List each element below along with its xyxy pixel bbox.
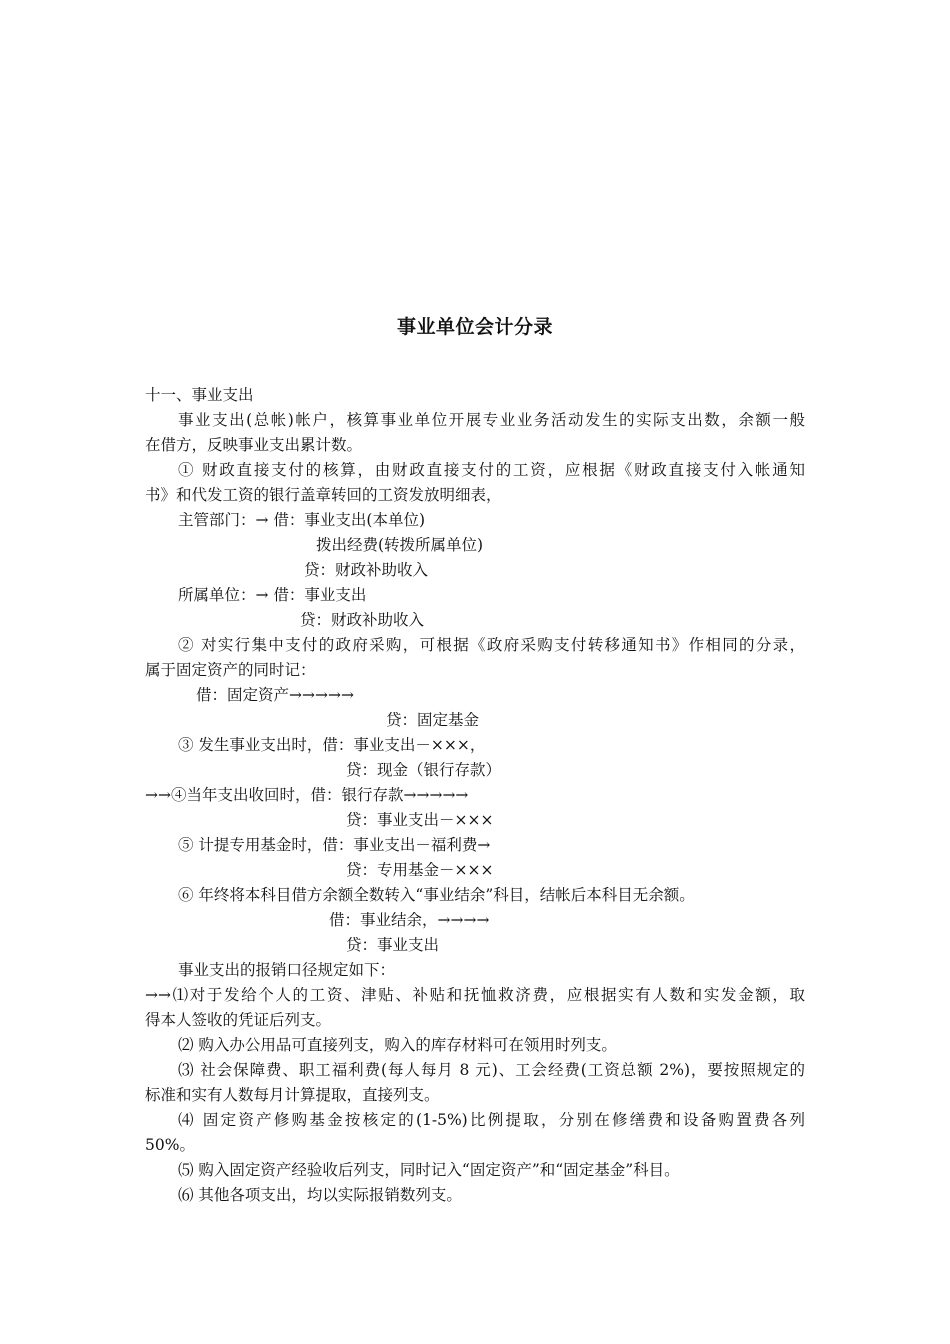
entry-line: 借：固定资产→→→→→: [196, 686, 354, 704]
paragraph-line: ⑥ 年终将本科目借方余额全数转入“事业结余”科目，结帐后本科目无余额。: [178, 886, 695, 904]
paragraph-line: ⑶ 社会保障费、职工福利费(每人每月 8 元)、工会经费(工资总额 2%)，要按照规定的: [178, 1061, 805, 1079]
paragraph-line: ⑸ 购入固定资产经验收后列支，同时记入“固定资产”和“固定基金”科目。: [178, 1161, 680, 1179]
paragraph-line: 事业支出的报销口径规定如下：: [178, 961, 396, 979]
paragraph-line: 50%。: [145, 1136, 195, 1154]
entry-line: 主管部门：→ 借：事业支出(本单位): [178, 511, 426, 529]
entry-line: 贷：财政补助收入: [304, 561, 429, 579]
entry-line: 贷：固定基金: [386, 711, 480, 729]
paragraph-line: 事业支出(总帐)帐户，核算事业单位开展专业业务活动发生的实际支出数，余额一般: [178, 411, 805, 429]
entry-line: ⑤ 计提专用基金时，借：事业支出－福利费→: [178, 836, 491, 854]
paragraph-line: 书》和代发工资的银行盖章转回的工资发放明细表，: [145, 486, 502, 504]
paragraph-line: 得本人签收的凭证后列支。: [145, 1011, 332, 1029]
entry-line: 拨出经费(转拨所属单位): [316, 536, 484, 554]
entry-line: 贷：事业支出: [346, 936, 440, 954]
entry-line: ③ 发生事业支出时，借：事业支出－×××，: [178, 736, 486, 754]
entry-line: 贷：事业支出－×××: [346, 811, 494, 829]
paragraph-line: 属于固定资产的同时记：: [145, 661, 316, 679]
entry-line: 贷：财政补助收入: [300, 611, 425, 629]
paragraph-line: ② 对实行集中支付的政府采购，可根据《政府采购支付转移通知书》作相同的分录，: [178, 636, 805, 654]
entry-line: 贷：现金（银行存款）: [346, 761, 502, 779]
paragraph-line: →→⑴对于发给个人的工资、津贴、补贴和抚恤救济费，应根据实有人数和实发金额，取: [145, 986, 805, 1004]
entry-line: 贷：专用基金－×××: [346, 861, 494, 879]
section-heading: 十一、事业支出: [145, 386, 254, 404]
entry-line: 借：事业结余，→→→→: [329, 911, 490, 929]
entry-line: →→④当年支出收回时，借：银行存款→→→→→: [145, 786, 469, 804]
entry-line: 所属单位：→ 借：事业支出: [178, 586, 367, 604]
paragraph-line: ⑷ 固定资产修购基金按核定的(1-5%)比例提取，分别在修缮费和设备购置费各列: [178, 1111, 805, 1129]
paragraph-line: ① 财政直接支付的核算，由财政直接支付的工资，应根据《财政直接支付入帐通知: [178, 461, 805, 479]
paragraph-line: ⑹ 其他各项支出，均以实际报销数列支。: [178, 1186, 462, 1204]
paragraph-line: 在借方，反映事业支出累计数。: [145, 436, 363, 454]
paragraph-line: ⑵ 购入办公用品可直接列支，购入的库存材料可在领用时列支。: [178, 1036, 617, 1054]
paragraph-line: 标准和实有人数每月计算提取，直接列支。: [145, 1086, 440, 1104]
page-title: 事业单位会计分录: [396, 316, 553, 338]
